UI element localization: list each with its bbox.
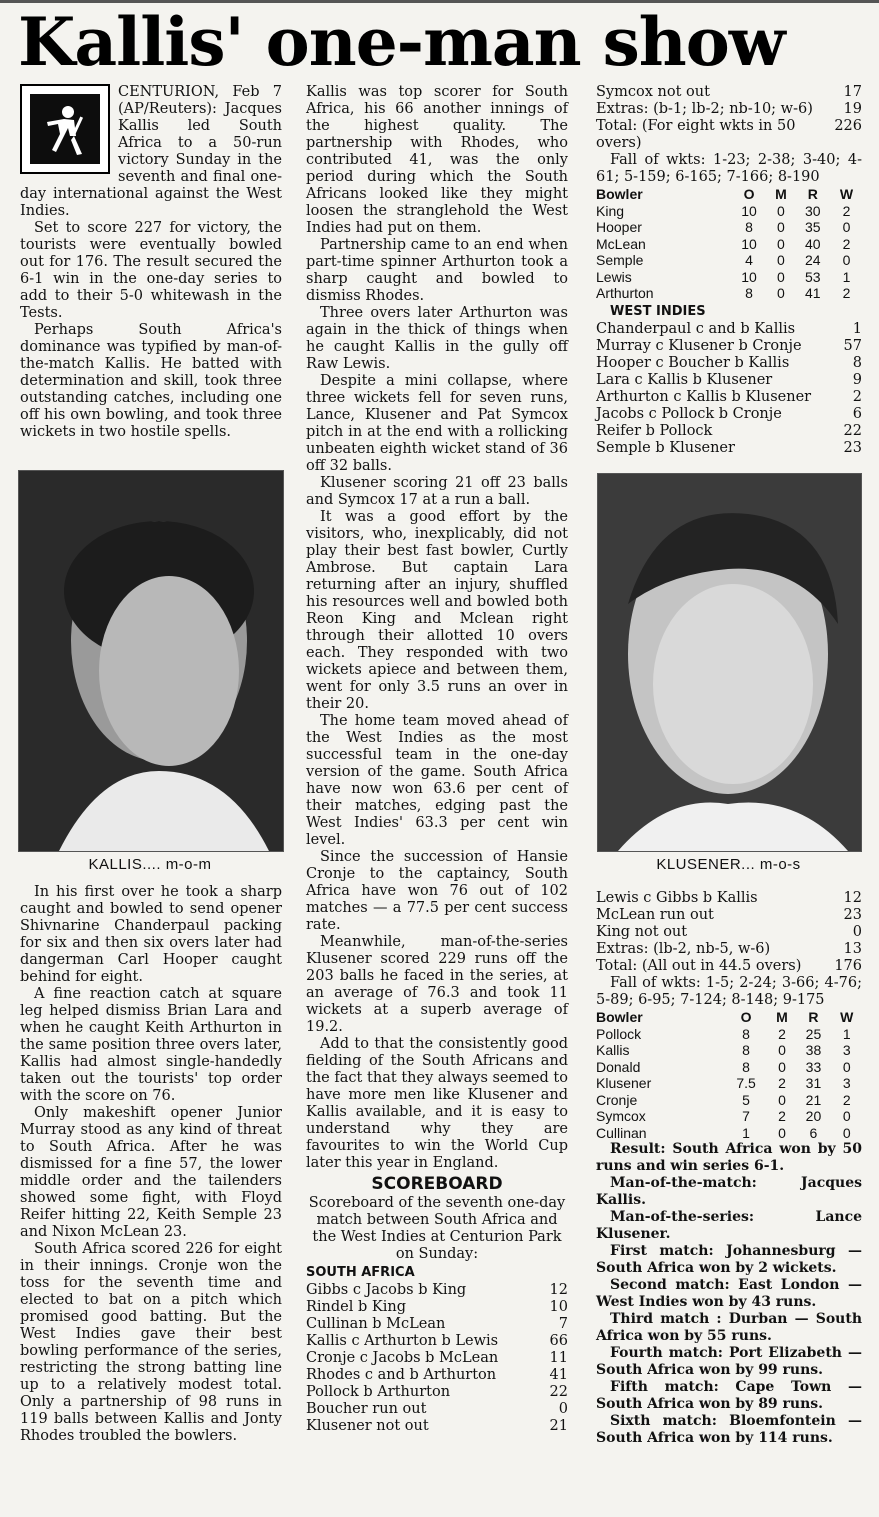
batsman-entry: Jacobs c Pollock b Cronje bbox=[596, 405, 782, 422]
bowling-cell: 10 bbox=[741, 268, 757, 285]
batsman-entry: Chanderpaul c and b Kallis bbox=[596, 320, 796, 337]
runs-value: 22 bbox=[843, 422, 862, 439]
batting-row bbox=[596, 84, 862, 101]
bowling-cell: King bbox=[596, 202, 625, 219]
bowling-cell: 0 bbox=[842, 219, 851, 235]
bowling-cell: 8 bbox=[745, 219, 753, 235]
bowling-cell: 0 bbox=[777, 285, 785, 301]
article-paragraph: Since the succession of Hansie Cronje to the captaincy, South Africa have won 76 out of 102 matches — a 77.5 per cent success rate. bbox=[306, 849, 568, 933]
batsman-entry: Total: (For eight wkts in 50 overs) bbox=[596, 118, 796, 151]
batting-row bbox=[596, 389, 862, 406]
wi-bowling-table bbox=[596, 186, 862, 302]
runs-value: 226 bbox=[834, 118, 862, 134]
bowling-cell: 1 bbox=[842, 1025, 851, 1042]
klusener-caption: KLUSENER... m-o-s bbox=[656, 856, 801, 873]
batsman-entry: Lewis c Gibbs b Kallis bbox=[596, 890, 758, 906]
bowling-cell: 1 bbox=[742, 1124, 750, 1141]
bowling-cell: McLean bbox=[596, 235, 646, 252]
bowling-cell: 33 bbox=[805, 1058, 822, 1075]
article-paragraph: In his first over he took a sharp caught and bowled to send opener Shivnarine Chanderpaul packing for six and then six overs later had dangerman Carl Hooper caught behind for eight. bbox=[20, 884, 282, 985]
bowling-row bbox=[596, 1075, 862, 1092]
kallis-caption: KALLIS.... m-o-m bbox=[88, 856, 212, 873]
article-column-1 bbox=[20, 84, 282, 441]
bowling-header: Bowler bbox=[596, 186, 643, 202]
bowling-row bbox=[596, 269, 862, 286]
batting-row bbox=[596, 101, 862, 118]
batsman-entry: Gibbs c Jacobs b King bbox=[306, 1282, 467, 1298]
bowling-cell: 0 bbox=[842, 252, 851, 268]
runs-value: 10 bbox=[549, 1299, 568, 1315]
batting-row bbox=[596, 907, 862, 924]
result-line: Sixth match: Bloemfontein — South Africa won by 114 runs. bbox=[596, 1413, 862, 1446]
batting-row bbox=[306, 1350, 568, 1367]
bowling-cell: Arthurton bbox=[596, 285, 654, 301]
bowling-cell: 35 bbox=[805, 219, 821, 235]
batsman-entry: McLean run out bbox=[596, 907, 714, 923]
batsman-entry: King not out bbox=[596, 924, 688, 940]
runs-value: 6 bbox=[852, 405, 862, 422]
bowling-cell: 2 bbox=[778, 1025, 786, 1042]
bowling-cell: 41 bbox=[805, 285, 821, 301]
article-paragraph: CENTURION, Feb 7 (AP/Reuters): Jacques Kallis led South Africa to a 50-run victory Sunday in the seventh and final one-day international against the West Indies. bbox=[20, 84, 282, 219]
result-line: Man-of-the-series: Lance Klusener. bbox=[596, 1209, 862, 1242]
result-line: Second match: East London — West Indies won by 43 runs. bbox=[596, 1277, 862, 1310]
batsman-entry: Boucher run out bbox=[306, 1401, 427, 1417]
bowling-cell: 0 bbox=[777, 202, 785, 219]
batsman-entry: Extras: (lb-2, nb-5, w-6) bbox=[596, 941, 771, 957]
bowling-row bbox=[596, 1125, 862, 1142]
bowling-header: O bbox=[743, 186, 755, 202]
result-line: Third match : Durban — South Africa won by 55 runs. bbox=[596, 1311, 862, 1344]
batsman-entry: Rindel b King bbox=[306, 1299, 406, 1315]
bowling-cell: 6 bbox=[809, 1124, 818, 1141]
runs-value: 23 bbox=[843, 439, 862, 456]
batting-row bbox=[306, 1316, 568, 1333]
article-paragraph: Kallis was top scorer for South Africa, his 66 another innings of the highest quality. The partnership with Rhodes, who contributed 41, was the only period during which the South Africans looked like they might loosen the stranglehold the West Indies had put on them. bbox=[306, 84, 568, 236]
batting-row bbox=[596, 423, 862, 440]
bowling-cell: 38 bbox=[805, 1042, 822, 1058]
batting-row bbox=[596, 440, 862, 457]
scoreboard-heading: SCOREBOARD bbox=[371, 1174, 503, 1194]
batsman-entry: Klusener not out bbox=[306, 1418, 429, 1434]
article-paragraph: It was a good effort by the visitors, who, inexplicably, did not play their best fast bowler, Curtly Ambrose. But captain Lara returning after an injury, shuffled his resources well and bowled both Reon King and Mclean right through their allotted 10 overs each. They responded with two wickets apiece and between them, went for only 3.5 runs an over in their 20. bbox=[306, 509, 568, 712]
batting-row bbox=[596, 958, 862, 975]
bowling-row bbox=[596, 1092, 862, 1109]
article-paragraph: Klusener scoring 21 off 23 balls and Symcox 17 at a run a ball. bbox=[306, 475, 568, 508]
runs-value: 12 bbox=[549, 1282, 568, 1298]
bowling-cell: 3 bbox=[842, 1075, 851, 1091]
bowling-header: R bbox=[807, 186, 818, 202]
result-line: Fourth match: Port Elizabeth — South Africa won by 99 runs. bbox=[596, 1345, 862, 1378]
scoreboard-intro: Scoreboard of the seventh one-day match between South Africa and the West Indies at Centurion Park on Sunday: bbox=[308, 1195, 566, 1262]
runs-value: 17 bbox=[843, 84, 862, 100]
batsman-entry: Lara c Kallis b Klusener bbox=[596, 371, 773, 388]
bowling-cell: 8 bbox=[742, 1042, 750, 1058]
sa-bowling-table bbox=[596, 1009, 862, 1141]
batsman-entry: Semple b Klusener bbox=[596, 439, 735, 456]
bowling-cell: Kallis bbox=[596, 1042, 630, 1058]
bowling-cell: Lewis bbox=[596, 268, 632, 285]
batting-row bbox=[306, 1333, 568, 1350]
bowling-cell: 0 bbox=[842, 1108, 851, 1124]
bowling-cell: 31 bbox=[805, 1075, 822, 1091]
bowling-cell: 0 bbox=[842, 1058, 851, 1075]
bowling-cell: 0 bbox=[778, 1058, 786, 1075]
bowling-cell: 0 bbox=[777, 235, 785, 252]
batting-row bbox=[596, 372, 862, 389]
bowling-cell: 10 bbox=[741, 235, 757, 252]
bowling-cell: 1 bbox=[842, 268, 851, 285]
runs-value: 22 bbox=[549, 1384, 568, 1400]
bowling-cell: 2 bbox=[842, 235, 851, 252]
bowling-row bbox=[596, 1108, 862, 1125]
bowling-cell: 3 bbox=[842, 1042, 851, 1058]
batting-row bbox=[306, 1418, 568, 1435]
bowling-cell: 0 bbox=[778, 1042, 786, 1058]
bowling-cell: Semple bbox=[596, 252, 644, 268]
bowling-cell: 0 bbox=[778, 1091, 786, 1108]
bowling-cell: 40 bbox=[805, 235, 821, 252]
batsman-entry: Kallis c Arthurton b Lewis bbox=[306, 1333, 499, 1349]
batting-row bbox=[596, 941, 862, 958]
batsman-entry: Arthurton c Kallis b Klusener bbox=[596, 388, 812, 405]
runs-value: 19 bbox=[843, 101, 862, 117]
batting-row bbox=[596, 321, 862, 338]
bowling-cell: 0 bbox=[777, 219, 785, 235]
batting-row bbox=[596, 355, 862, 372]
wi-batting-list bbox=[596, 321, 862, 457]
runs-value: 8 bbox=[852, 354, 862, 371]
bowling-header: W bbox=[840, 1009, 854, 1025]
runs-value: 2 bbox=[852, 388, 862, 405]
batsman-entry: Murray c Klusener b Cronje bbox=[596, 337, 802, 354]
bowling-header: M bbox=[776, 1009, 788, 1025]
headline: Kallis' one-man show bbox=[18, 3, 785, 81]
runs-value: 176 bbox=[834, 958, 862, 974]
article-paragraph: Only makeshift opener Junior Murray stood as any kind of threat to South Africa. After he was dismissed for a fine 57, the lower middle order and the tailenders showed some fight, with Floyd Reifer hitting 22, Keith Semple 23 and Nixon McLean 23. bbox=[20, 1105, 282, 1240]
runs-value: 23 bbox=[843, 907, 862, 923]
runs-value: 11 bbox=[549, 1350, 568, 1366]
article-paragraph: South Africa scored 226 for eight in their innings. Cronje won the toss for the seventh time and elected to bat on a pitch which promised good batting. But the West Indies gave their best bowling performance of the series, restricting the strong batting line up to a relatively modest total. Only a partnership of 98 runs in 119 balls between Kallis and Jonty Rhodes troubled the bowlers. bbox=[20, 1241, 282, 1444]
result-line: Man-of-the-match: Jacques Kallis. bbox=[596, 1175, 862, 1208]
bowling-cell: 8 bbox=[745, 285, 753, 301]
results-list bbox=[596, 1141, 862, 1447]
bowling-cell: Symcox bbox=[596, 1108, 646, 1124]
article-paragraph: Three overs later Arthurton was again in the thick of things when he caught Kallis in the gully off Raw Lewis. bbox=[306, 305, 568, 372]
batsman-entry: Hooper c Boucher b Kallis bbox=[596, 354, 790, 371]
sa-fall-of-wickets: Fall of wkts: 1-23; 2-38; 3-40; 4-61; 5-159; 6-165; 7-166; 8-190 bbox=[596, 152, 862, 185]
result-line: Result: South Africa won by 50 runs and win series 6-1. bbox=[596, 1141, 862, 1174]
result-line: Fifth match: Cape Town — South Africa won by 89 runs. bbox=[596, 1379, 862, 1412]
batting-row bbox=[306, 1367, 568, 1384]
article-paragraph: A fine reaction catch at square leg helped dismiss Brian Lara and when he caught Keith Arthurton in the same position three overs later, Kallis had almost single-handedly taken out the tourists' top order with the score on 76. bbox=[20, 986, 282, 1104]
bowling-cell: Hooper bbox=[596, 219, 642, 235]
bowling-cell: 0 bbox=[842, 1124, 851, 1141]
bowling-row bbox=[596, 252, 862, 269]
sa-batting-list bbox=[306, 1282, 568, 1435]
bowling-header: Bowler bbox=[596, 1009, 643, 1025]
bowling-cell: Klusener bbox=[596, 1075, 652, 1091]
bowling-cell: 0 bbox=[778, 1124, 786, 1141]
batting-row bbox=[306, 1384, 568, 1401]
scoreboard-column-3-lower bbox=[596, 890, 862, 1447]
bowling-row bbox=[596, 236, 862, 253]
bowling-cell: 7.5 bbox=[736, 1075, 756, 1091]
scoreboard-column-3 bbox=[596, 84, 862, 457]
bowling-cell: 30 bbox=[805, 202, 821, 219]
south-africa-heading: SOUTH AFRICA bbox=[306, 1265, 415, 1280]
runs-value: 7 bbox=[558, 1316, 568, 1332]
bowling-cell: Cronje bbox=[596, 1091, 638, 1108]
batting-row bbox=[306, 1299, 568, 1316]
bowling-cell: 8 bbox=[742, 1058, 750, 1075]
bowling-cell: 8 bbox=[742, 1025, 750, 1042]
batsman-entry: Rhodes c and b Arthurton bbox=[306, 1367, 497, 1383]
bowling-header: M bbox=[775, 186, 787, 202]
bowling-cell: 5 bbox=[742, 1091, 750, 1108]
batting-row bbox=[596, 890, 862, 907]
klusener-photo bbox=[597, 473, 862, 852]
bowling-row bbox=[596, 219, 862, 236]
runs-value: 9 bbox=[852, 371, 862, 388]
runs-value: 57 bbox=[843, 337, 862, 354]
cricket-logo-icon bbox=[20, 84, 110, 174]
bowling-cell: 2 bbox=[778, 1108, 786, 1124]
article-paragraph: Despite a mini collapse, where three wickets fell for seven runs, Lance, Klusener and Pat Symcox pitch in at the end with a rollicking unbeaten eighth wicket stand of 36 off 32 balls. bbox=[306, 373, 568, 474]
bowling-row bbox=[596, 1059, 862, 1076]
bowling-cell: Pollock bbox=[596, 1025, 642, 1042]
bowling-cell: Cullinan bbox=[596, 1124, 647, 1141]
bowling-cell: 20 bbox=[805, 1108, 822, 1124]
runs-value: 0 bbox=[558, 1401, 568, 1417]
runs-value: 1 bbox=[852, 320, 862, 337]
bowling-cell: 7 bbox=[742, 1108, 750, 1124]
wi-fall-of-wickets: Fall of wkts: 1-5; 2-24; 3-66; 4-76; 5-89; 6-95; 7-124; 8-148; 9-175 bbox=[596, 975, 862, 1008]
batsman-entry: Symcox not out bbox=[596, 84, 710, 100]
bowling-row bbox=[596, 285, 862, 302]
runs-value: 0 bbox=[852, 924, 862, 940]
bowling-row bbox=[596, 1026, 862, 1043]
bowling-cell: 10 bbox=[741, 202, 757, 219]
bowling-cell: 2 bbox=[778, 1075, 786, 1091]
bowling-cell: 4 bbox=[745, 252, 753, 268]
west-indies-heading: WEST INDIES bbox=[610, 303, 706, 319]
article-column-2 bbox=[306, 84, 568, 1435]
batsman-entry: Cronje c Jacobs b McLean bbox=[306, 1350, 499, 1366]
bowling-header: O bbox=[740, 1009, 752, 1025]
batting-row bbox=[306, 1401, 568, 1418]
batting-row bbox=[306, 1282, 568, 1299]
bowling-cell: 0 bbox=[777, 268, 785, 285]
batting-row bbox=[596, 118, 862, 152]
article-paragraph: Perhaps South Africa's dominance was typified by man-of-the-match Kallis. He batted with determination and skill, took three outstanding catches, including one off his own bowling, and took three wickets in two hostile spells. bbox=[20, 322, 282, 440]
article-paragraph: Meanwhile, man-of-the-series Klusener scored 229 runs off the 203 balls he faced in the series, at an average of 76.3 and took 11 wickets at a superb average of 19.2. bbox=[306, 934, 568, 1035]
batsman-entry: Cullinan b McLean bbox=[306, 1316, 446, 1332]
article-column-1-lower bbox=[20, 884, 282, 1445]
article-paragraph: Add to that the consistently good fielding of the South Africans and the fact that they always seemed to have more men like Klusener and Kallis available, and it is easy to understand why they are favourites to win the World Cup later this year in England. bbox=[306, 1036, 568, 1171]
bowling-row bbox=[596, 203, 862, 220]
runs-value: 41 bbox=[549, 1367, 568, 1383]
bowling-cell: 53 bbox=[805, 268, 821, 285]
article-paragraph: Set to score 227 for victory, the tourists were eventually bowled out for 176. The result secured the 6-1 win in the one-day series to add to their 5-0 whitewash in the Tests. bbox=[20, 220, 282, 321]
bowling-header: R bbox=[808, 1009, 819, 1025]
bowling-cell: 2 bbox=[842, 202, 851, 219]
result-line: First match: Johannesburg — South Africa won by 2 wickets. bbox=[596, 1243, 862, 1276]
batsman-entry: Extras: (b-1; lb-2; nb-10; w-6) bbox=[596, 101, 813, 117]
batting-row bbox=[596, 338, 862, 355]
sa-batting-continued bbox=[596, 84, 862, 152]
bowling-cell: 2 bbox=[842, 285, 851, 301]
kallis-photo bbox=[18, 470, 284, 852]
bowling-cell: Donald bbox=[596, 1058, 641, 1075]
batsman-entry: Reifer b Pollock bbox=[596, 422, 713, 439]
runs-value: 13 bbox=[843, 941, 862, 957]
batting-row bbox=[596, 924, 862, 941]
bowling-header: W bbox=[839, 186, 854, 202]
runs-value: 66 bbox=[549, 1333, 568, 1349]
wi-batting-continued bbox=[596, 890, 862, 975]
batsman-entry: Pollock b Arthurton bbox=[306, 1384, 451, 1400]
batsman-entry: Total: (All out in 44.5 overs) bbox=[596, 958, 802, 974]
bowling-row bbox=[596, 1042, 862, 1059]
runs-value: 12 bbox=[843, 890, 862, 906]
bowling-cell: 0 bbox=[777, 252, 785, 268]
article-paragraph: Partnership came to an end when part-time spinner Arthurton took a sharp caught and bowled to dismiss Rhodes. bbox=[306, 237, 568, 304]
article-paragraph: The home team moved ahead of the West Indies as the most successful team in the one-day version of the game. South Africa have now won 63.6 per cent of their matches, edging past the West Indies' 63.3 per cent win level. bbox=[306, 713, 568, 848]
runs-value: 21 bbox=[549, 1418, 568, 1434]
bowling-cell: 25 bbox=[805, 1025, 822, 1042]
batting-row bbox=[596, 406, 862, 423]
bowling-cell: 2 bbox=[842, 1091, 851, 1108]
bowling-cell: 24 bbox=[805, 252, 821, 268]
bowling-cell: 21 bbox=[805, 1091, 822, 1108]
